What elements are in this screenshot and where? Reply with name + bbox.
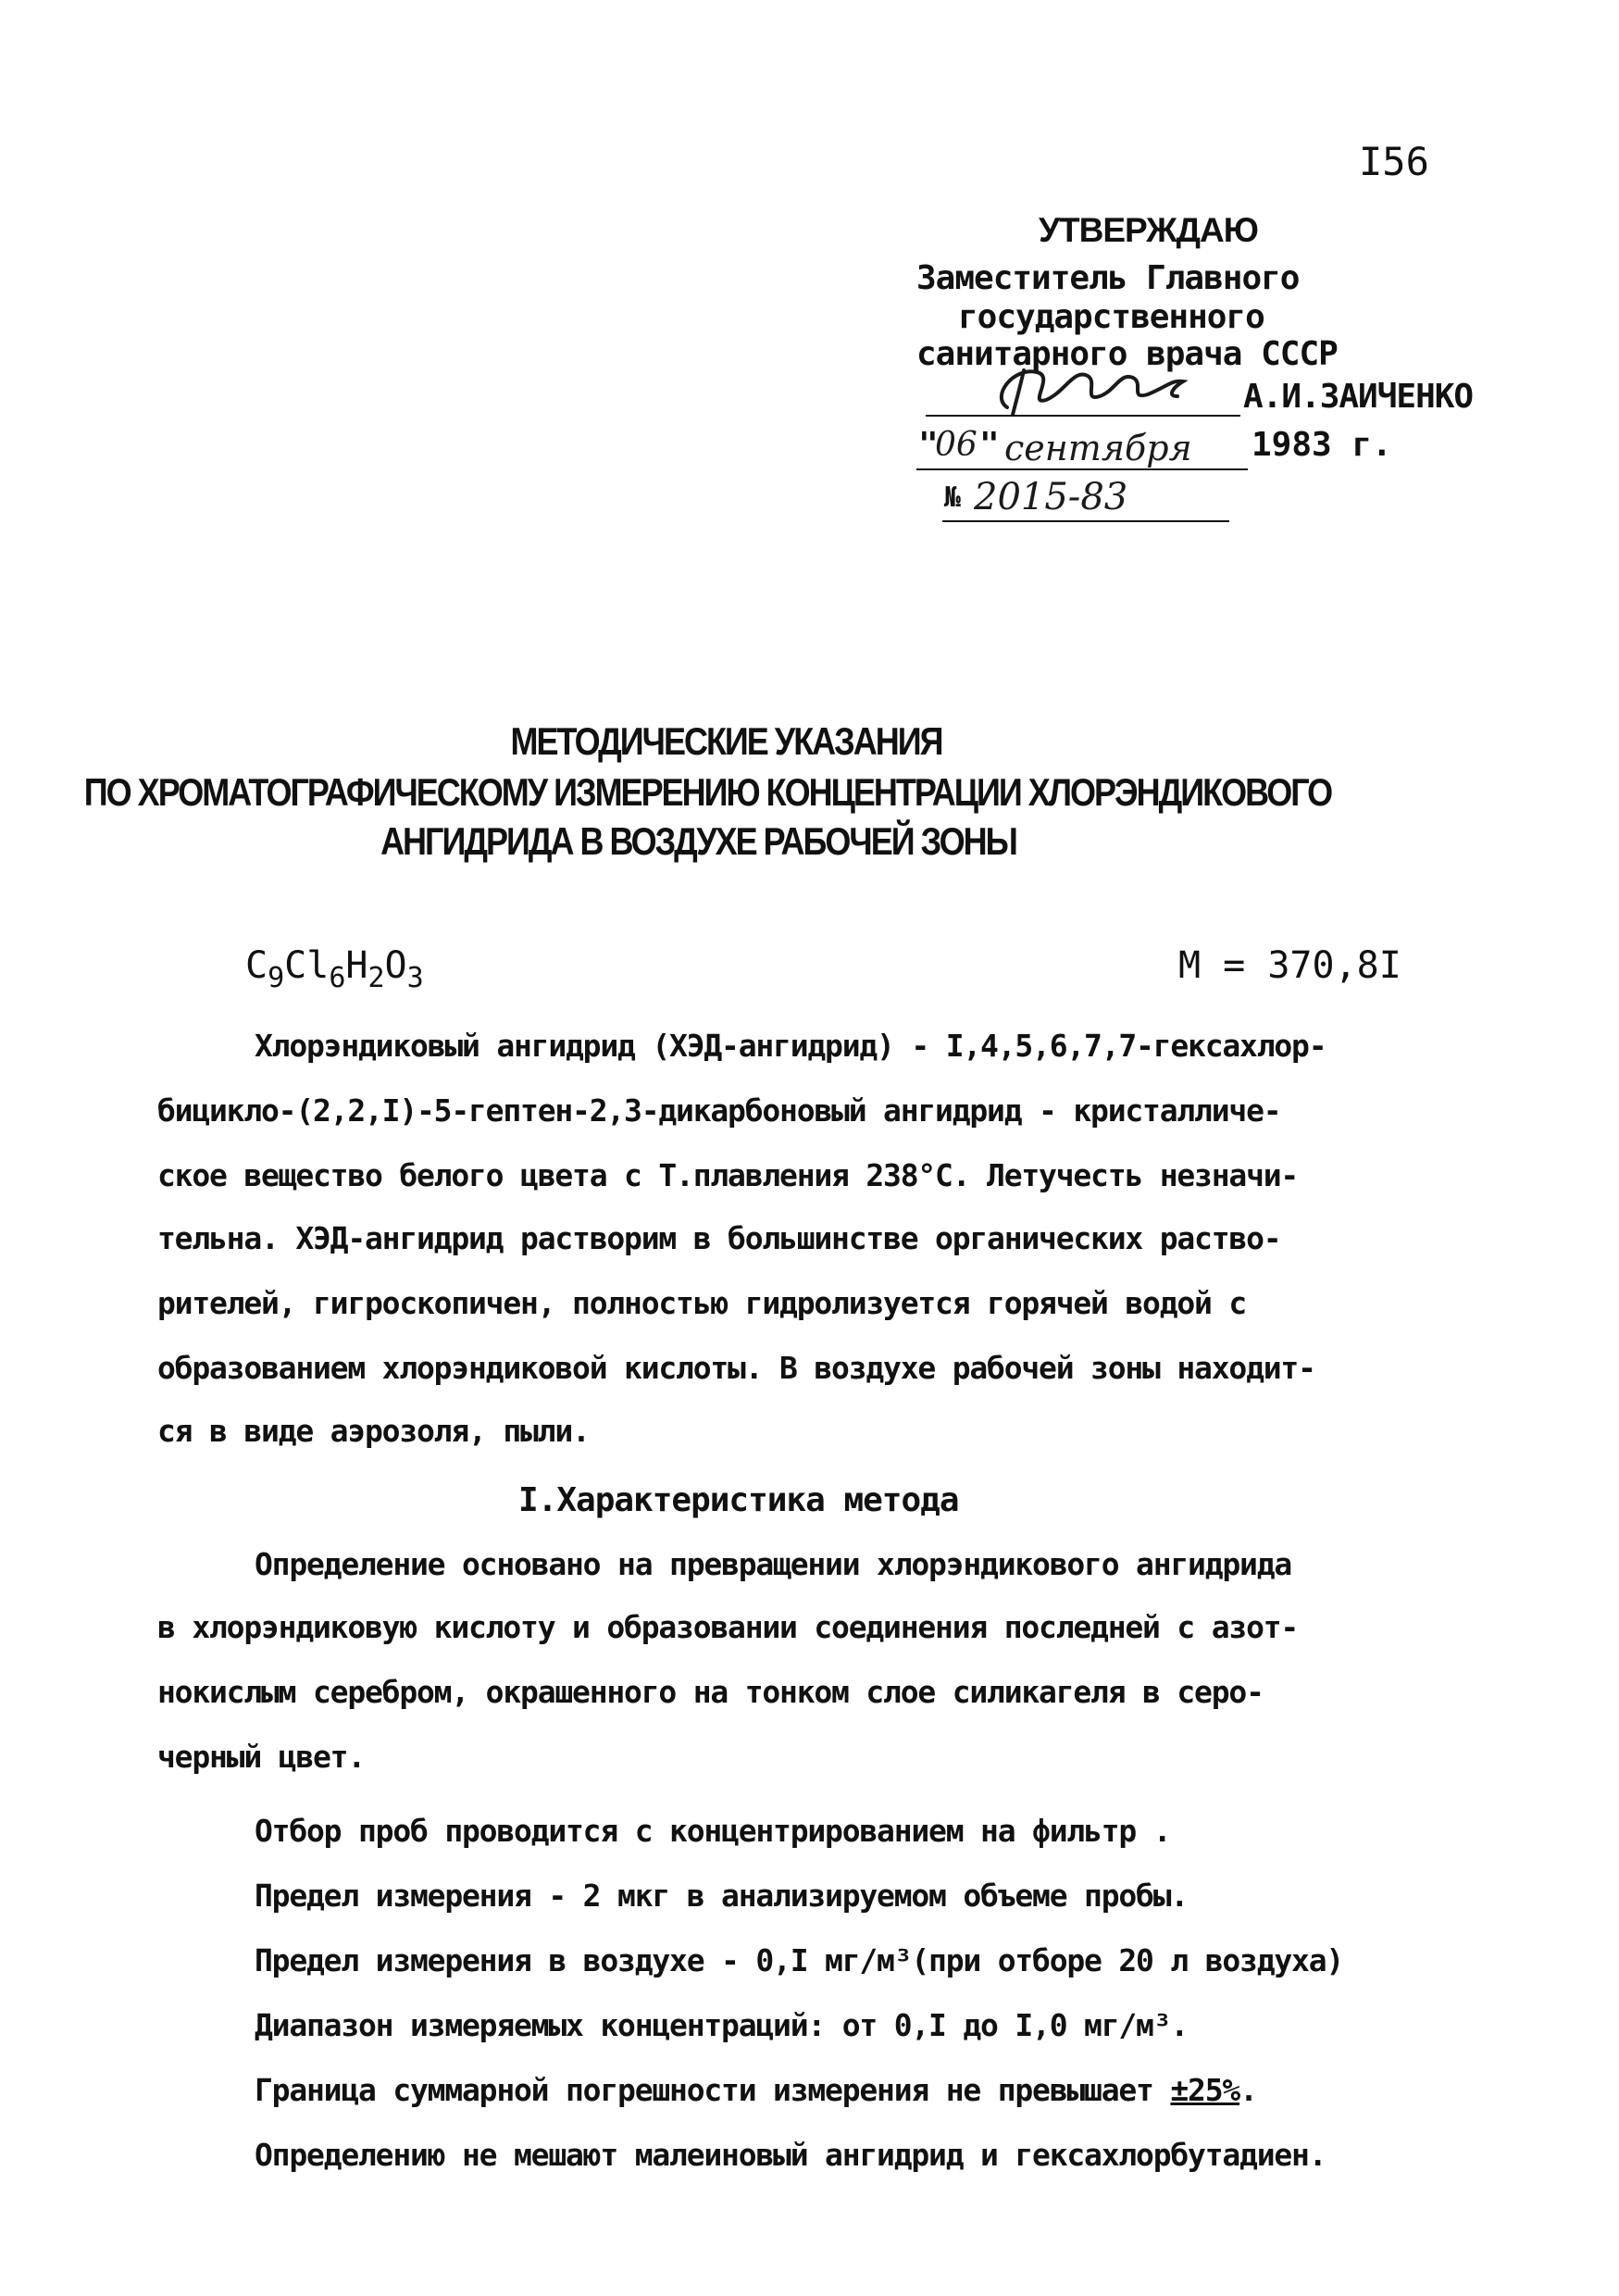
formula-subscript: 9 xyxy=(268,962,285,994)
document-title-line: АНГИДРИДА В ВОЗДУХЕ РАБОЧЕЙ ЗОНЫ xyxy=(380,818,1016,863)
intro-line: Хлорэндиковый ангидрид (ХЭД-ангидрид) - I,4,5,6,7,7-гексахлор- xyxy=(255,1028,1326,1064)
date-year: 1983 г. xyxy=(1252,426,1392,464)
formula-subscript: 3 xyxy=(406,962,424,994)
limit-sample-line: Предел измерения - 2 мкг в анализируемом объеме пробы. xyxy=(255,1878,1189,1914)
molar-mass: М = 370,8I xyxy=(1178,944,1401,987)
approval-title-line: Заместитель Главного xyxy=(916,259,1300,297)
error-prefix: Граница суммарной погрешности измерения не превышает xyxy=(255,2072,1171,2108)
intro-line: образованием хлорэндиковой кислоты. В воздухе рабочей зоны находит- xyxy=(157,1350,1315,1386)
date-line xyxy=(916,468,1248,470)
section-heading: I.Характеристика метода xyxy=(518,1481,959,1519)
date-open-quote: " xyxy=(918,426,939,464)
formula-element: C xyxy=(245,944,268,987)
date-month: сентября xyxy=(1004,428,1192,468)
intro-line: бицикло-(2,2,I)-5-гептен-2,3-дикарбоновый ангидрид - кристалличе- xyxy=(157,1092,1281,1129)
approval-title-line: государственного xyxy=(958,298,1264,336)
error-value: ±25% xyxy=(1170,2072,1240,2108)
error-suffix: . xyxy=(1239,2072,1257,2108)
date-day: 06 xyxy=(935,426,978,464)
signature xyxy=(935,359,1240,422)
sampling-line: Отбор проб проводится с концентрированием на фильтр . xyxy=(255,1813,1171,1849)
formula-subscript: 2 xyxy=(367,962,385,994)
registration-line xyxy=(942,520,1229,522)
interference-line: Определению не мешают малеиновый ангидрид и гексахлорбутадиен. xyxy=(255,2137,1326,2173)
document-title-line: МЕТОДИЧЕСКИЕ УКАЗАНИЯ xyxy=(510,718,942,763)
intro-line: ское вещество белого цвета с Т.плавления 238°С. Летучесть незначи- xyxy=(157,1157,1299,1193)
intro-line: ся в виде аэрозоля, пыли. xyxy=(157,1413,590,1449)
method-line: Определение основано на превращении хлорэндикового ангидрида xyxy=(255,1546,1292,1582)
method-line: в хлорэндиковую кислоту и образовании соединения последней с азот- xyxy=(157,1609,1299,1645)
page-number: I56 xyxy=(1359,139,1429,184)
range-line: Диапазон измеряемых концентраций: от 0,I до I,0 мг/м³. xyxy=(255,2007,1189,2043)
approval-title-line: санитарного врача СССР xyxy=(916,335,1338,373)
registration-mark: № xyxy=(944,481,962,514)
approval-heading: УТВЕРЖДАЮ xyxy=(1039,211,1258,249)
signature-line xyxy=(926,415,1240,417)
intro-line: тельна. ХЭД-ангидрид растворим в большинстве органических раство- xyxy=(157,1220,1281,1256)
registration-number: 2015-83 xyxy=(974,476,1128,518)
method-line: черный цвет. xyxy=(157,1739,366,1775)
formula-subscript: 6 xyxy=(329,962,346,994)
error-line xyxy=(255,2072,1257,2108)
approver-name: А.И.ЗАИЧЕНКО xyxy=(1243,378,1474,416)
formula-element: O xyxy=(384,944,407,987)
date-close-quote: " xyxy=(979,426,1000,464)
limit-air-line: Предел измерения в воздухе - 0,I мг/м³(при отборе 20 л воздуха) xyxy=(255,1942,1344,1978)
method-line: нокислым серебром, окрашенного на тонком слое силикагеля в серо- xyxy=(157,1674,1264,1710)
formula-element: H xyxy=(345,944,368,987)
document-title-line: ПО ХРОМАТОГРАФИЧЕСКОМУ ИЗМЕРЕНИЮ КОНЦЕНТРАЦИИ ХЛОРЭНДИКОВОГО xyxy=(83,769,1332,814)
formula-element: Cl xyxy=(284,944,330,987)
chemical-formula xyxy=(245,944,424,994)
intro-line: рителей, гигроскопичен, полностью гидролизуется горячей водой с xyxy=(157,1285,1247,1321)
